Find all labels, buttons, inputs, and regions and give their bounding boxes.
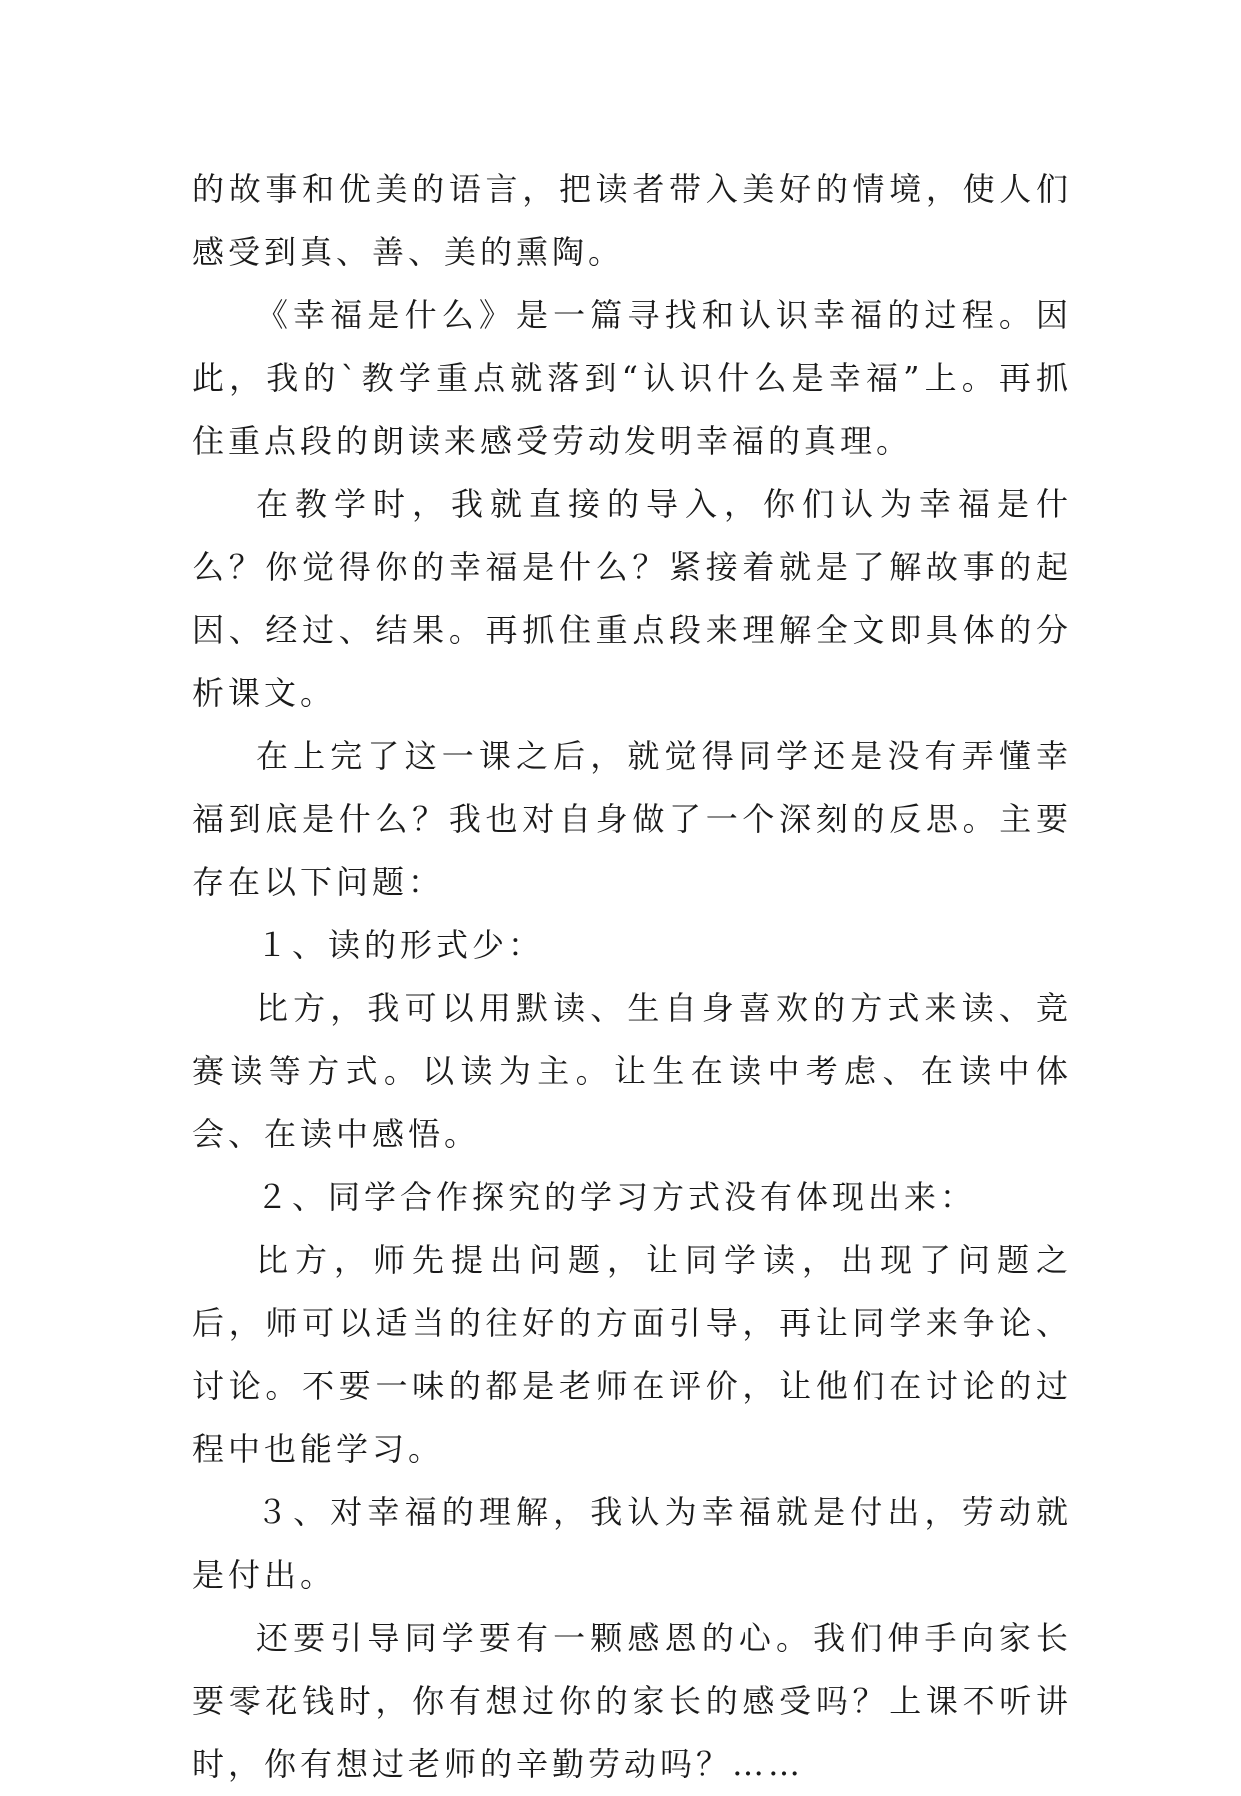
paragraph-gratitude: 还要引导同学要有一颗感恩的心。我们伸手向家长要零花钱时，你有想过你的家长的感受吗？上课不听讲时，你有想过老师的辛勤劳动吗？…… — [192, 1619, 1072, 1783]
list-item-2-detail: 比方，师先提出问题，让同学读，出现了问题之后，师可以适当的往好的方面引导，再让同学来争论、讨论。不要一味的都是老师在评价，让他们在讨论的过程中也能学习。 — [192, 1241, 1072, 1468]
paragraph-teaching-method: 在教学时，我就直接的导入，你们认为幸福是什么？你觉得你的幸福是什么？紧接着就是了解故事的起因、经过、结果。再抓住重点段来理解全文即具体的分析课文。 — [192, 485, 1072, 712]
list-item-1-heading: １、读的形式少： — [256, 926, 545, 964]
document-body — [192, 158, 1072, 1796]
paragraph-reflection: 在上完了这一课之后，就觉得同学还是没有弄懂幸福到底是什么？我也对自身做了一个深刻的反思。主要存在以下问题： — [192, 737, 1072, 901]
paragraph-continuation: 的故事和优美的语言，把读者带入美好的情境，使人们感受到真、善、美的熏陶。 — [192, 170, 1072, 271]
paragraph-intro-lesson: 《幸福是什么》是一篇寻找和认识幸福的过程。因此，我的`教学重点就落到“认识什么是幸福”上。再抓住重点段的朗读来感受劳动发明幸福的真理。 — [192, 296, 1072, 460]
list-item-2-heading: ２、同学合作探究的学习方式没有体现出来： — [256, 1178, 977, 1216]
list-item-1-detail: 比方，我可以用默读、生自身喜欢的方式来读、竞赛读等方式。以读为主。让生在读中考虑、在读中体会、在读中感悟。 — [192, 989, 1072, 1153]
list-item-3-heading: ３、对幸福的理解，我认为幸福就是付出，劳动就是付出。 — [192, 1493, 1072, 1594]
